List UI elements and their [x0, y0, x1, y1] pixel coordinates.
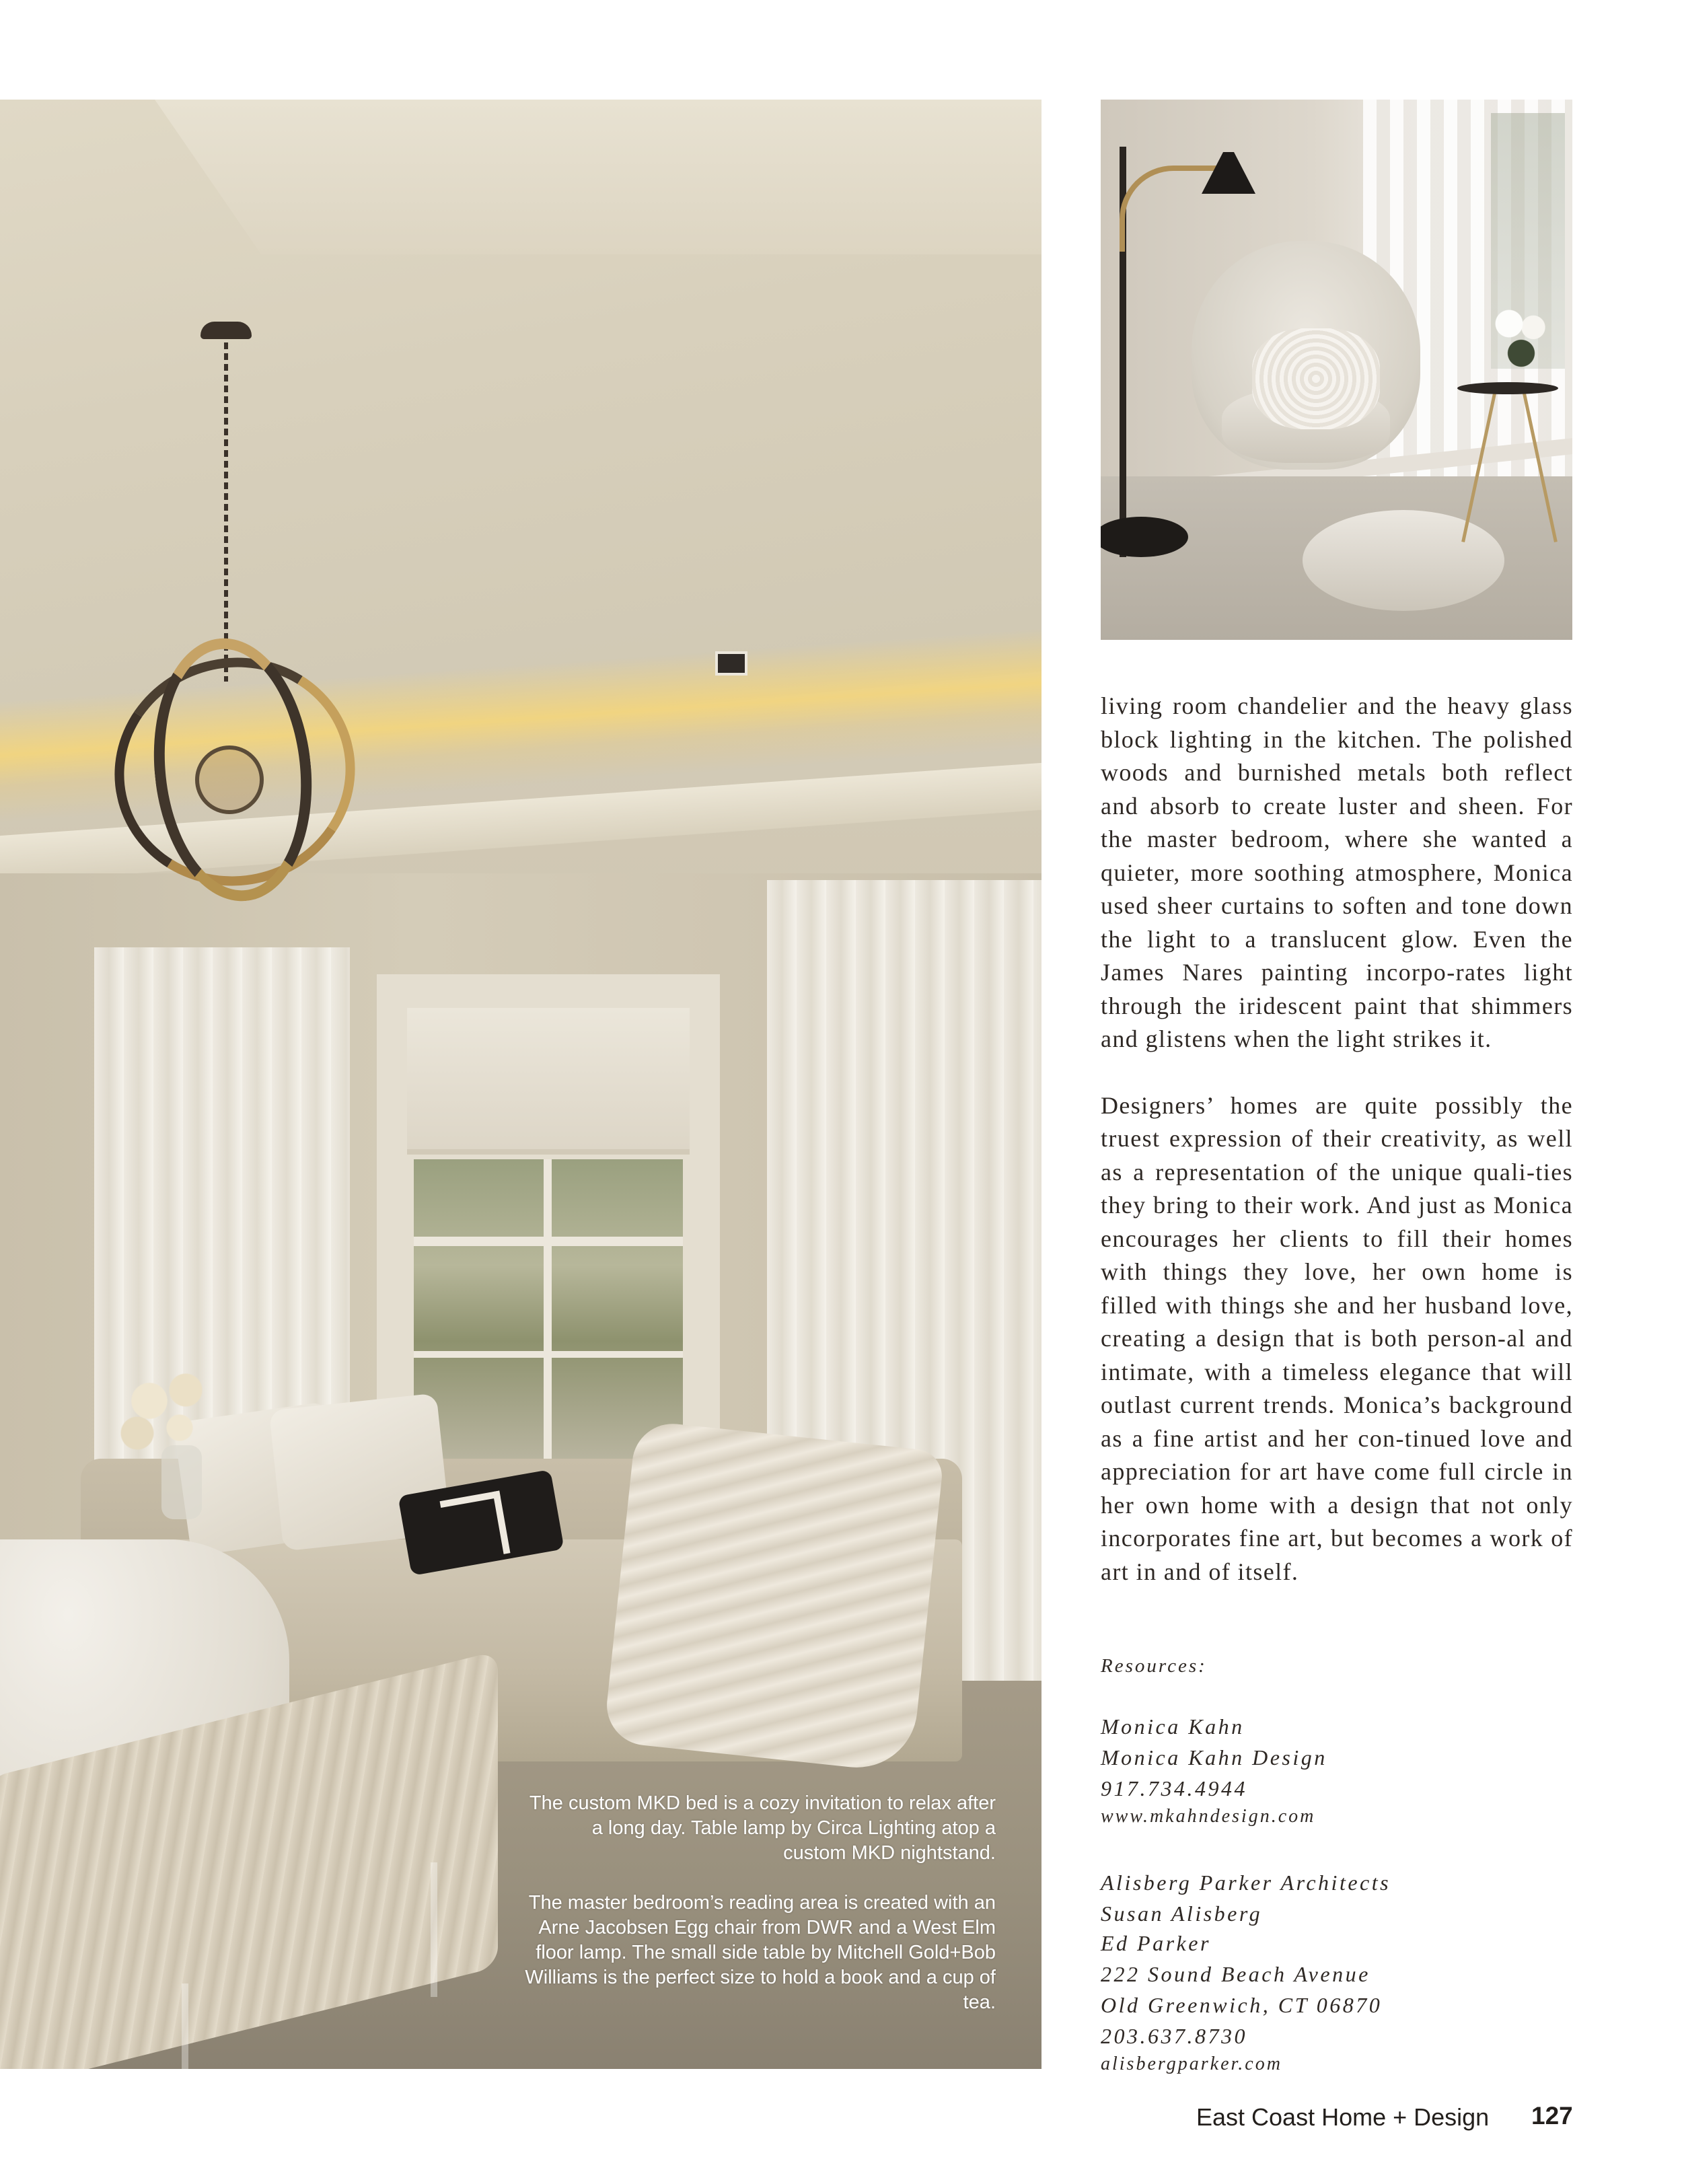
master-bedroom-photo	[0, 100, 1041, 2069]
article-body	[1101, 690, 1573, 1622]
acrylic-bench-leg	[182, 1983, 188, 2069]
resource-website[interactable]: www.mkahndesign.com	[1101, 1806, 1316, 1827]
egg-ottoman	[1303, 510, 1504, 611]
resource-company: Monica Kahn Design	[1101, 1745, 1327, 1770]
faux-fur-throw	[603, 1420, 945, 1773]
photo-caption-bed: The custom MKD bed is a cozy invitation to relax after a long day. Table lamp by Circa Lighting atop a custom MKD nightstand.	[529, 1792, 996, 1864]
orchid-plant	[1491, 301, 1551, 375]
glass-vase	[161, 1445, 202, 1519]
body-paragraph: living room chandelier and the heavy glass block lighting in the kitchen. The polished woods and burnished metals both reflect and absorb to create luster and sheen. For the master bedroom, where she wanted a quieter, more soothing atmosphere, Monica used sheer curtains to soften and tone down the light to a translucent glow. Even the James Nares painting incorpo-rates light through the iridescent paint that shimmers and glistens when the light strikes it.	[1101, 692, 1573, 1052]
resource-name: Susan Alisberg	[1101, 1901, 1263, 1926]
reading-nook-photo	[1101, 100, 1572, 640]
resource-name: Ed Parker	[1101, 1931, 1211, 1955]
side-table	[1457, 382, 1558, 394]
ceiling-tray	[155, 100, 1041, 254]
ceiling-vent	[715, 651, 747, 676]
photo-caption-reading-area: The master bedroom’s reading area is created with an Arne Jacobsen Egg chair from DWR and a West Elm floor lamp. The small side table by Mitchell Gold+Bob Williams is the perfect size to hold a book and a cup of tea.	[525, 1892, 996, 2013]
chandelier-chain	[224, 332, 228, 682]
resource-website[interactable]: alisbergparker.com	[1101, 2053, 1282, 2074]
chandelier-globe	[195, 745, 264, 814]
resource-phone: 203.637.8730	[1101, 2024, 1247, 2048]
resource-city: Old Greenwich, CT 06870	[1101, 1993, 1383, 2017]
resource-company: Alisberg Parker Architects	[1101, 1870, 1391, 1895]
acrylic-bench-leg	[431, 1862, 437, 1997]
resource-name: Monica Kahn	[1101, 1714, 1245, 1739]
floor-lamp-arm	[1120, 166, 1219, 252]
page-number: 127	[1531, 2102, 1573, 2130]
publication-name: East Coast Home + Design	[1196, 2103, 1490, 2131]
window-muntin	[544, 1159, 552, 1462]
roman-shade	[407, 1008, 690, 1155]
flower-arrangement	[101, 1358, 222, 1465]
resources-heading: Resources:	[1101, 1655, 1207, 1677]
body-paragraph: Designers’ homes are quite possibly the truest expression of their creativity, as well as a representation of the unique quali-ties they bring to their work. And just as Monica encourages her clients to fill their homes with things they love, her own home is filled with things she and her husband love, creating a design that is both person-al and intimate, with a timeless elegance that will outlast current trends. Monica’s background as a fine artist and her con-tinued love and appreciation for art have come full circle in her own home with a design that not only incorporates fine art, but becomes a work of art in and of itself.	[1101, 1091, 1573, 1585]
resource-address: 222 Sound Beach Avenue	[1101, 1962, 1370, 1986]
fur-pillow	[1252, 328, 1380, 429]
resource-phone: 917.734.4944	[1101, 1776, 1247, 1800]
